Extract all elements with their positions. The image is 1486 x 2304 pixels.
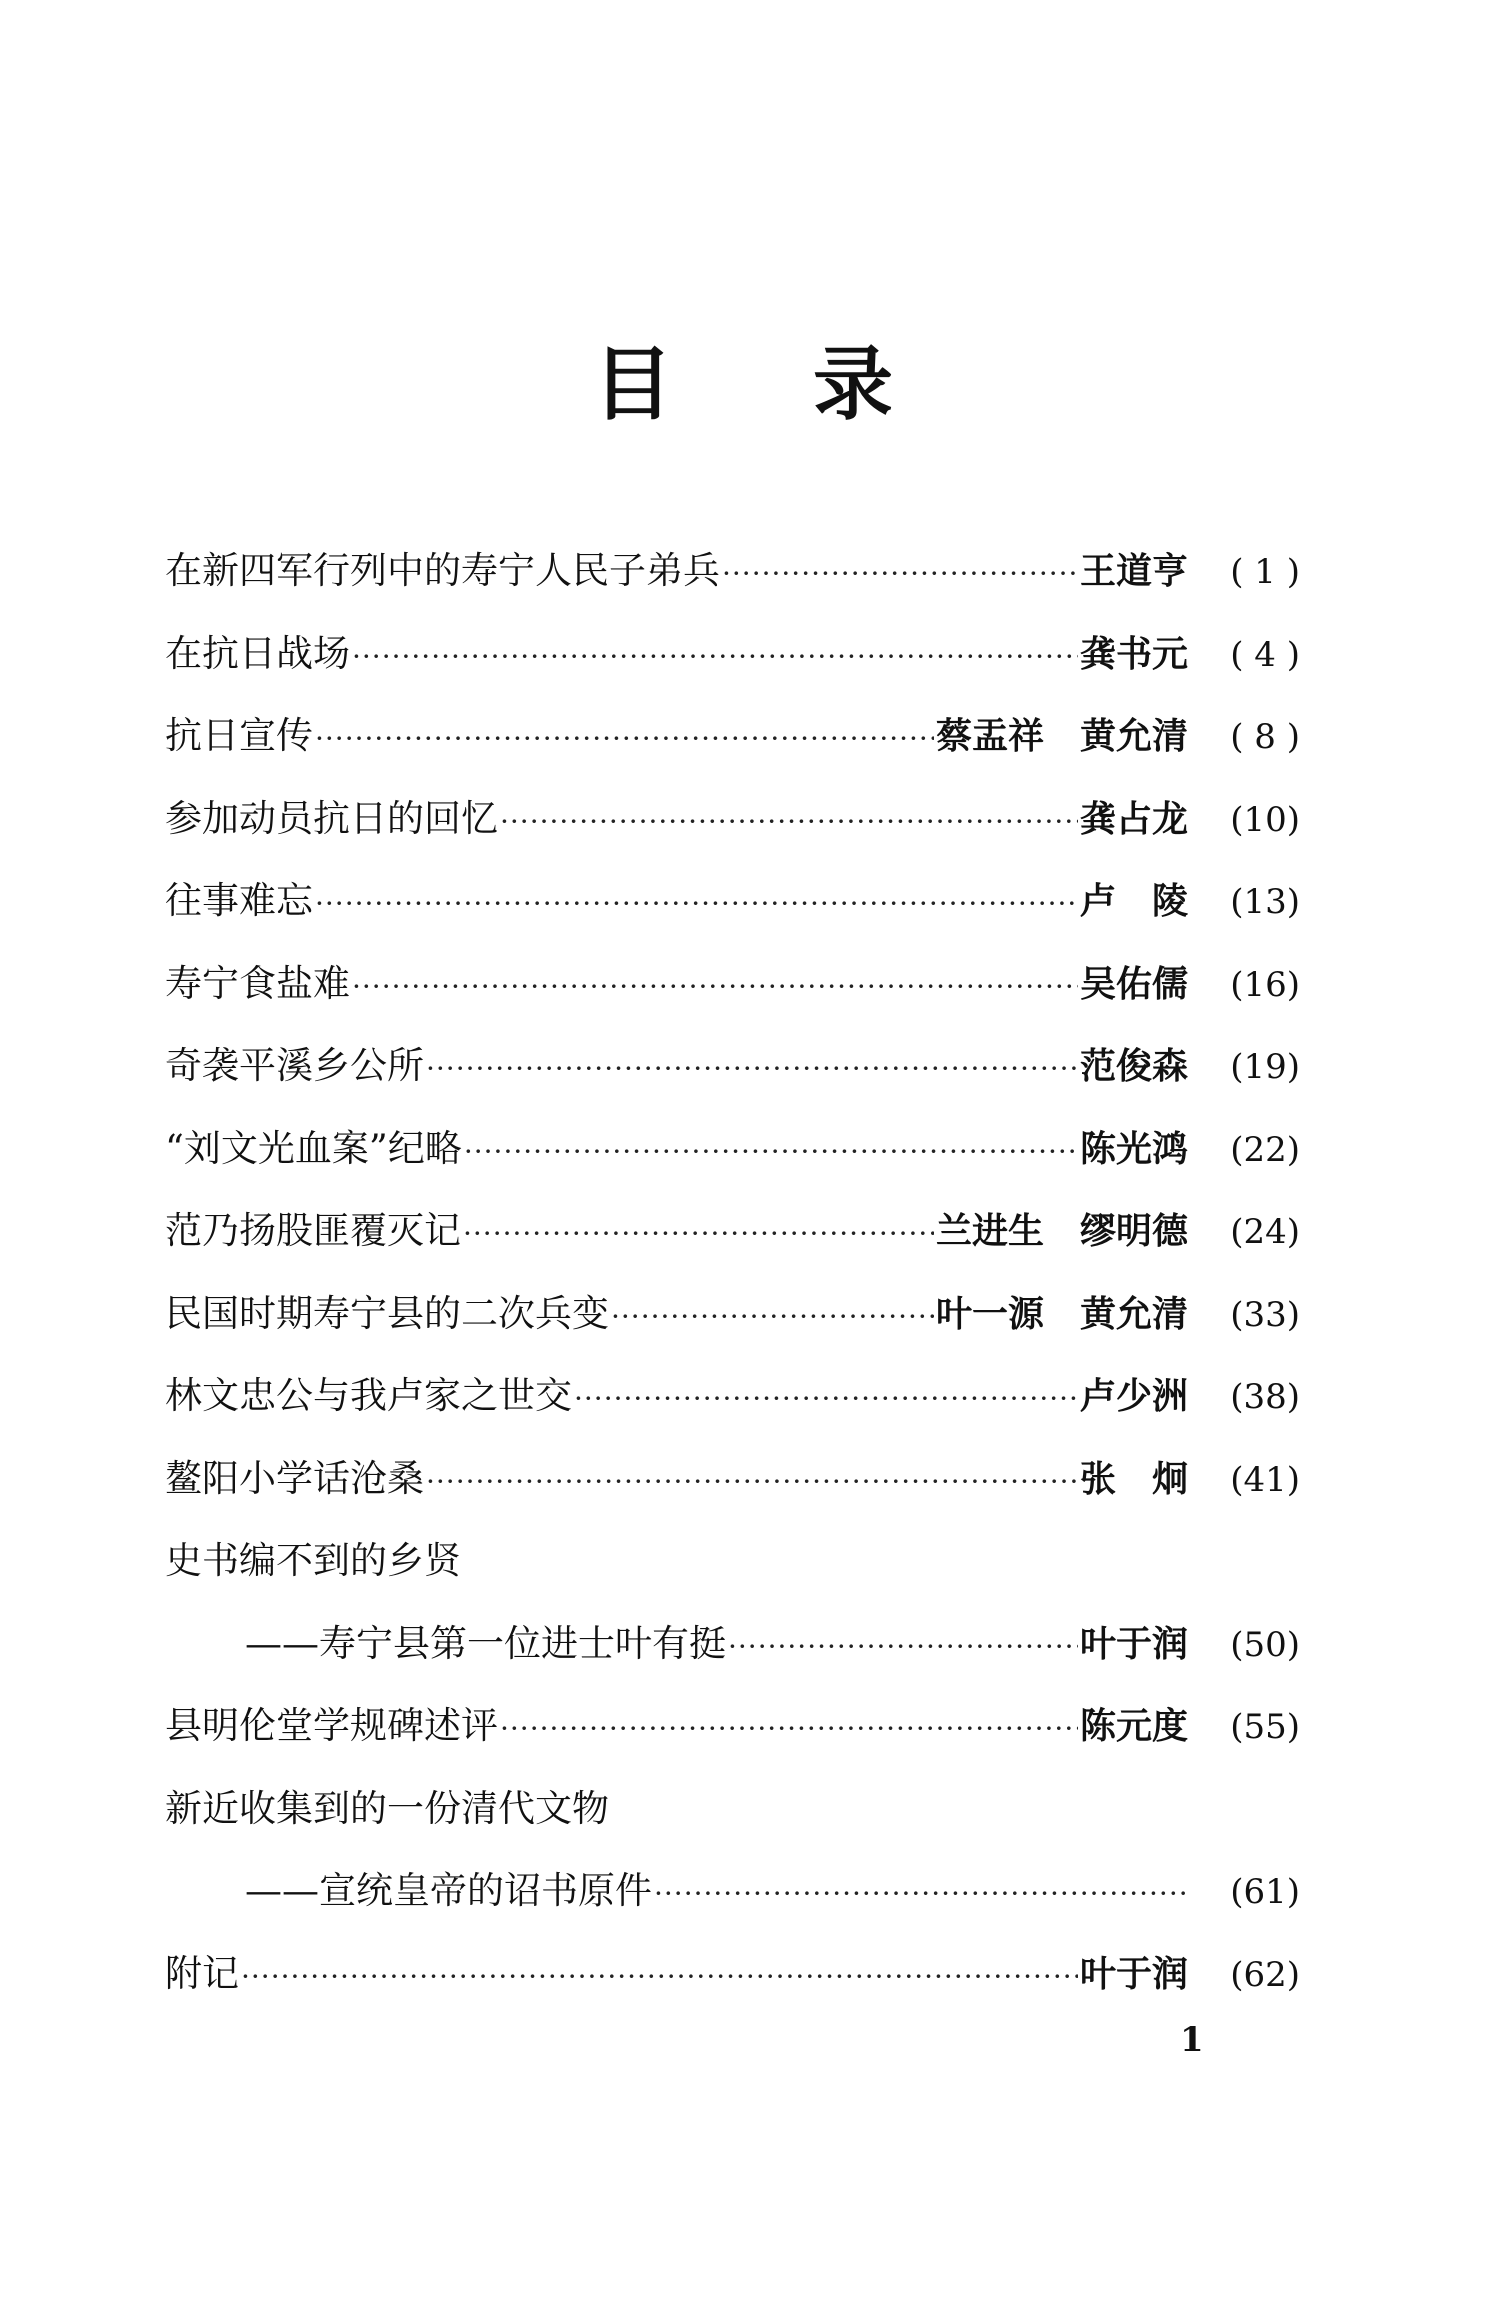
toc-entry xyxy=(165,1190,1300,1273)
toc-leader-dots xyxy=(500,1688,1078,1771)
toc-leader-dots xyxy=(654,1853,1186,1936)
toc-leader-dots xyxy=(352,616,1078,699)
toc-entry-page: (24) xyxy=(1230,1212,1300,1252)
toc-entry-page: ( 8 ) xyxy=(1230,717,1300,757)
toc-entry-author: 张 炯 xyxy=(1079,1458,1188,1500)
toc-entry xyxy=(165,530,1300,613)
toc-leader-dots xyxy=(464,1111,1078,1194)
page-title xyxy=(0,338,1486,431)
toc-leader-dots xyxy=(315,863,1078,946)
toc-entry xyxy=(165,1025,1300,1108)
toc-entry-page: (16) xyxy=(1230,964,1300,1005)
toc-entry-heading xyxy=(165,1520,1300,1603)
toc-entry-subtitle xyxy=(165,1850,1300,1933)
page-title-char-1: 目 xyxy=(593,338,673,431)
toc-entry-page: (50) xyxy=(1230,1624,1300,1665)
toc-entry-title: 新近收集到的一份清代文物 xyxy=(165,1786,609,1830)
toc-entry-title: 林文忠公与我卢家之世交 xyxy=(165,1374,572,1417)
toc-entry-author: 陈元度 xyxy=(1079,1706,1188,1747)
toc-entry-title: 史书编不到的乡贤 xyxy=(165,1539,461,1582)
toc-entry-title: ——宣统皇帝的诏书原件 xyxy=(245,1869,652,1912)
toc-entry xyxy=(165,1108,1300,1191)
table-of-contents xyxy=(165,530,1300,2015)
toc-entry-page: (10) xyxy=(1230,799,1300,840)
toc-entry-page: ( 4 ) xyxy=(1230,634,1300,675)
toc-entry-author: 叶于润 xyxy=(1079,1953,1188,1995)
toc-entry-page: (13) xyxy=(1230,882,1300,922)
toc-leader-dots xyxy=(241,1936,1078,2019)
toc-entry-author: 蔡盂祥 黄允清 xyxy=(935,716,1188,757)
toc-entry-title: 范乃扬股匪覆灭记 xyxy=(165,1209,461,1252)
toc-leader-dots xyxy=(352,946,1078,1029)
toc-entry-author: 兰进生 缪明德 xyxy=(935,1211,1188,1252)
toc-entry-title: 参加动员抗日的回忆 xyxy=(165,796,498,840)
toc-entry xyxy=(165,943,1300,1026)
toc-leader-dots xyxy=(463,1193,934,1276)
toc-entry-page: (61) xyxy=(1230,1872,1300,1912)
toc-entry-heading xyxy=(165,1768,1300,1851)
toc-leader-dots xyxy=(426,1028,1078,1111)
toc-entry-page: (22) xyxy=(1230,1129,1300,1170)
toc-entry-title: 在抗日战场 xyxy=(165,631,350,675)
toc-entry xyxy=(165,778,1300,861)
toc-entry xyxy=(165,1438,1300,1521)
toc-leader-dots xyxy=(722,533,1078,616)
toc-entry-author: 卢少洲 xyxy=(1079,1376,1188,1417)
toc-entry xyxy=(165,613,1300,696)
toc-entry-author: 龚占龙 xyxy=(1079,798,1188,840)
toc-entry-author: 王道亨 xyxy=(1079,551,1188,592)
toc-entry-title: 在新四军行列中的寿宁人民子弟兵 xyxy=(165,549,720,592)
toc-entry xyxy=(165,1273,1300,1356)
toc-leader-dots xyxy=(315,698,934,781)
toc-entry-page: (19) xyxy=(1230,1047,1300,1087)
toc-entry-author: 吴佑儒 xyxy=(1079,963,1188,1005)
toc-entry-page: ( 1 ) xyxy=(1230,552,1300,592)
page-number: 1 xyxy=(1180,2020,1204,2060)
toc-entry-title: 抗日宣传 xyxy=(165,714,313,757)
toc-entry-title: 鳌阳小学话沧桑 xyxy=(165,1456,424,1500)
toc-entry-page: (55) xyxy=(1230,1707,1300,1747)
toc-entry-title: 寿宁食盐难 xyxy=(165,961,350,1005)
toc-entry-title: “刘文光血案”纪略 xyxy=(165,1126,462,1170)
toc-entry xyxy=(165,860,1300,943)
toc-entry-title: 附记 xyxy=(165,1951,239,1995)
toc-entry-page: (33) xyxy=(1230,1294,1300,1335)
toc-entry-subtitle xyxy=(165,1603,1300,1686)
toc-entry-author: 叶一源 黄允清 xyxy=(935,1293,1188,1335)
toc-entry-title: 民国时期寿宁县的二次兵变 xyxy=(165,1291,609,1335)
toc-entry-author: 范俊森 xyxy=(1079,1046,1188,1087)
toc-entry-author: 卢 陵 xyxy=(1079,881,1188,922)
toc-leader-dots xyxy=(611,1276,934,1359)
toc-entry-title: 往事难忘 xyxy=(165,879,313,922)
toc-entry-author: 陈光鸿 xyxy=(1079,1128,1188,1170)
toc-entry xyxy=(165,695,1300,778)
toc-entry-title: ——寿宁县第一位进士叶有挺 xyxy=(245,1621,726,1665)
page-title-char-2: 录 xyxy=(813,338,893,431)
toc-entry-page: (62) xyxy=(1230,1954,1300,1995)
toc-entry xyxy=(165,1355,1300,1438)
toc-entry xyxy=(165,1685,1300,1768)
toc-leader-dots xyxy=(500,781,1078,864)
toc-leader-dots xyxy=(574,1358,1078,1441)
toc-entry-page: (41) xyxy=(1230,1459,1300,1500)
toc-entry-title: 奇袭平溪乡公所 xyxy=(165,1044,424,1087)
toc-entry-author: 龚书元 xyxy=(1079,633,1188,675)
toc-entry-author: 叶于润 xyxy=(1079,1623,1188,1665)
toc-entry-page: (38) xyxy=(1230,1377,1300,1417)
toc-leader-dots xyxy=(426,1441,1078,1524)
toc-entry xyxy=(165,1933,1300,2016)
toc-leader-dots xyxy=(728,1606,1078,1689)
toc-entry-title: 县明伦堂学规碑述评 xyxy=(165,1704,498,1747)
